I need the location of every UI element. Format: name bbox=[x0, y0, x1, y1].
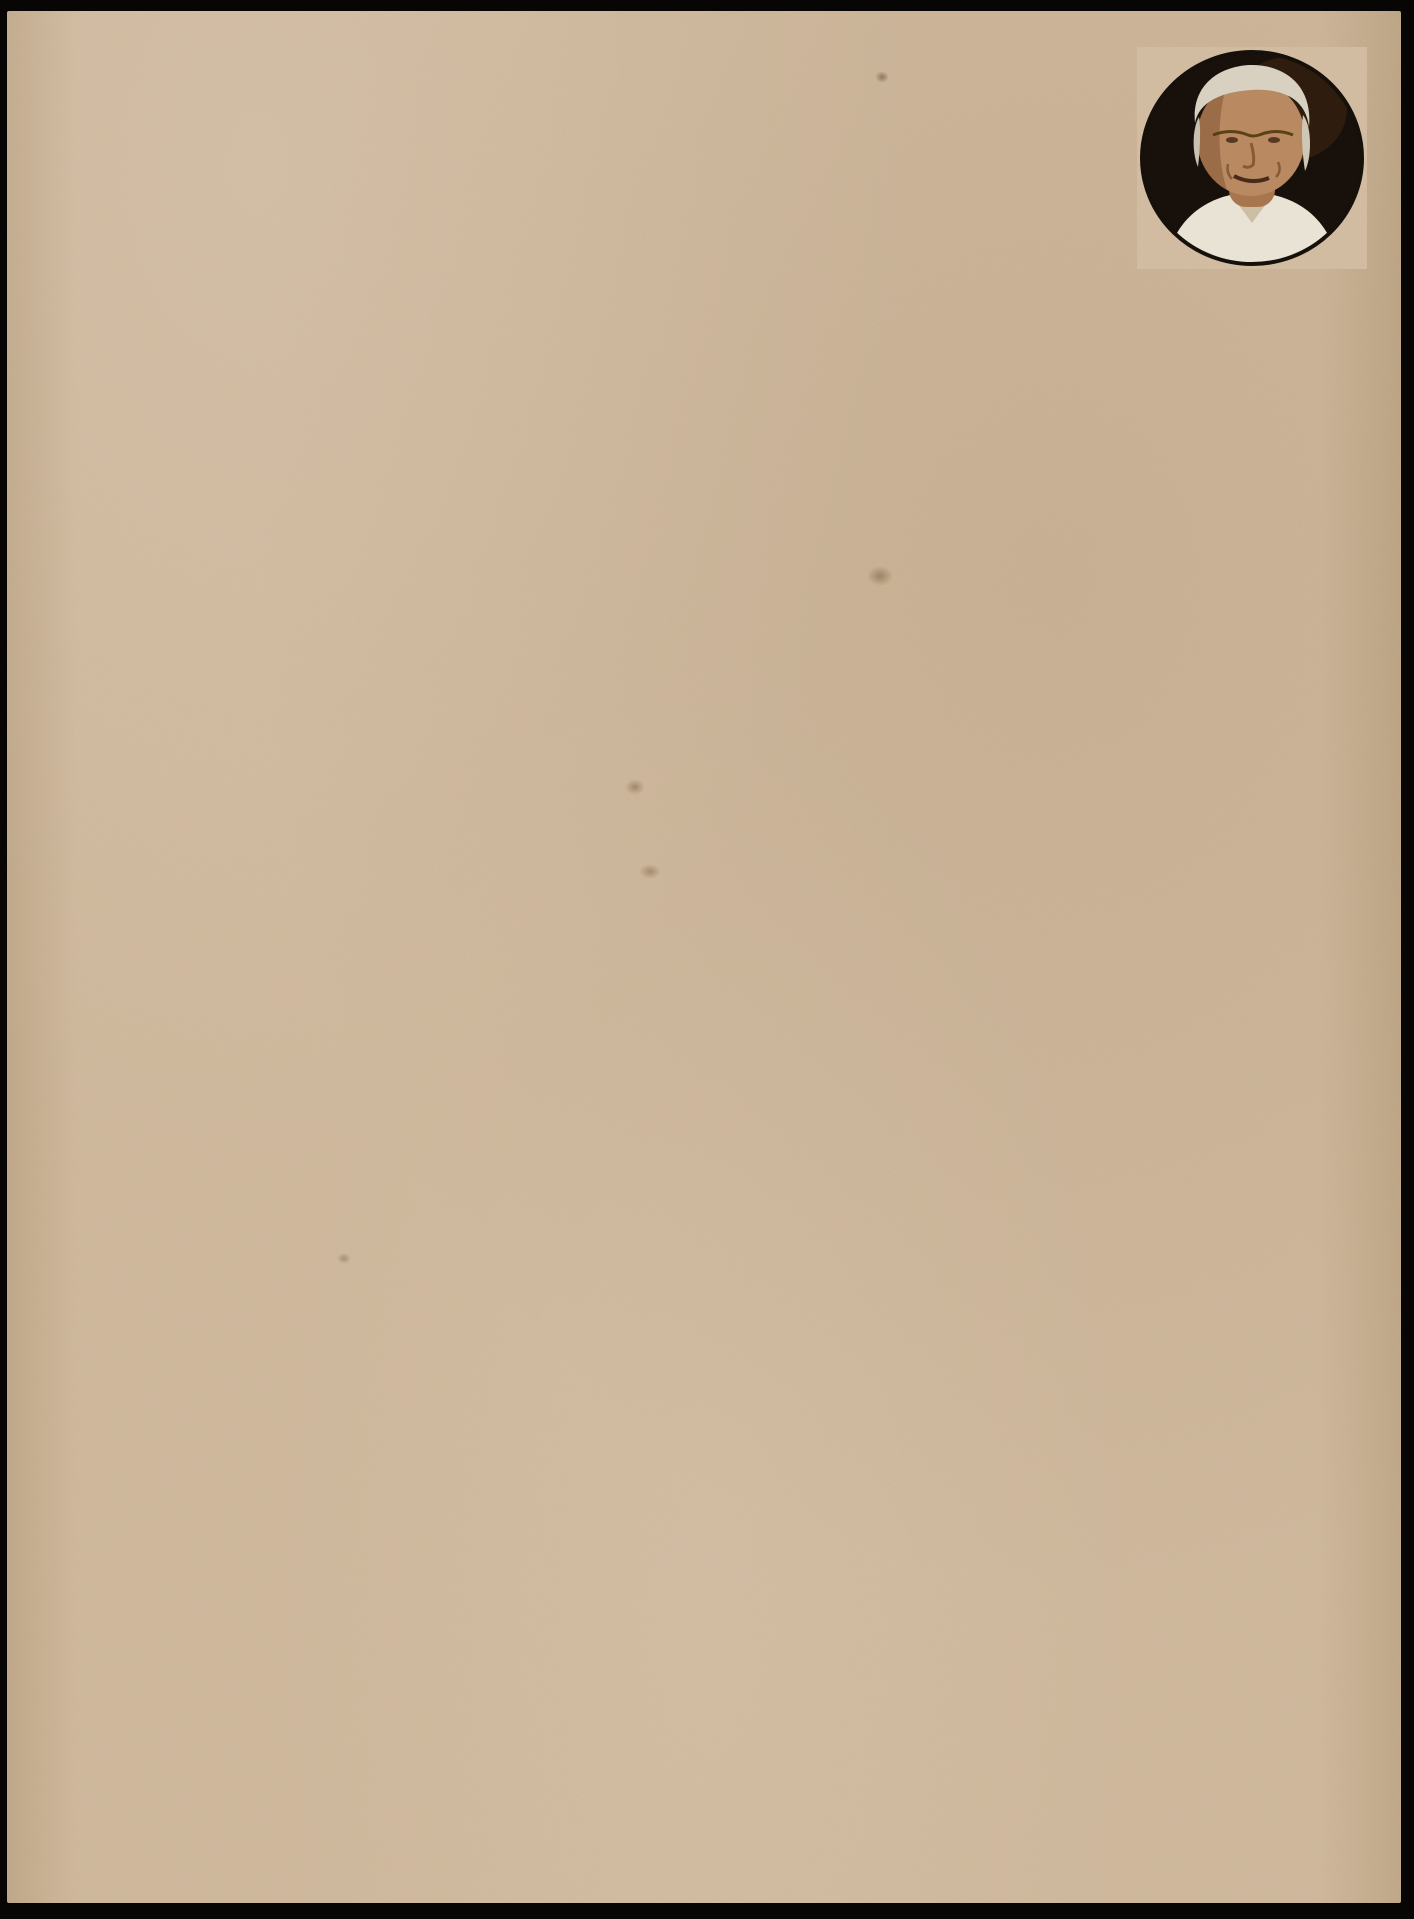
scanned-paper-page bbox=[7, 11, 1401, 1903]
paper-stain bbox=[639, 864, 661, 879]
paper-stain bbox=[867, 566, 893, 586]
paper-grain-texture bbox=[7, 11, 1401, 1903]
letter-content bbox=[49, 19, 1367, 275]
paper-stain bbox=[625, 779, 645, 795]
portrait-photo bbox=[1137, 47, 1367, 269]
paper-stain bbox=[337, 1253, 351, 1264]
portrait-illustration bbox=[1137, 47, 1367, 269]
